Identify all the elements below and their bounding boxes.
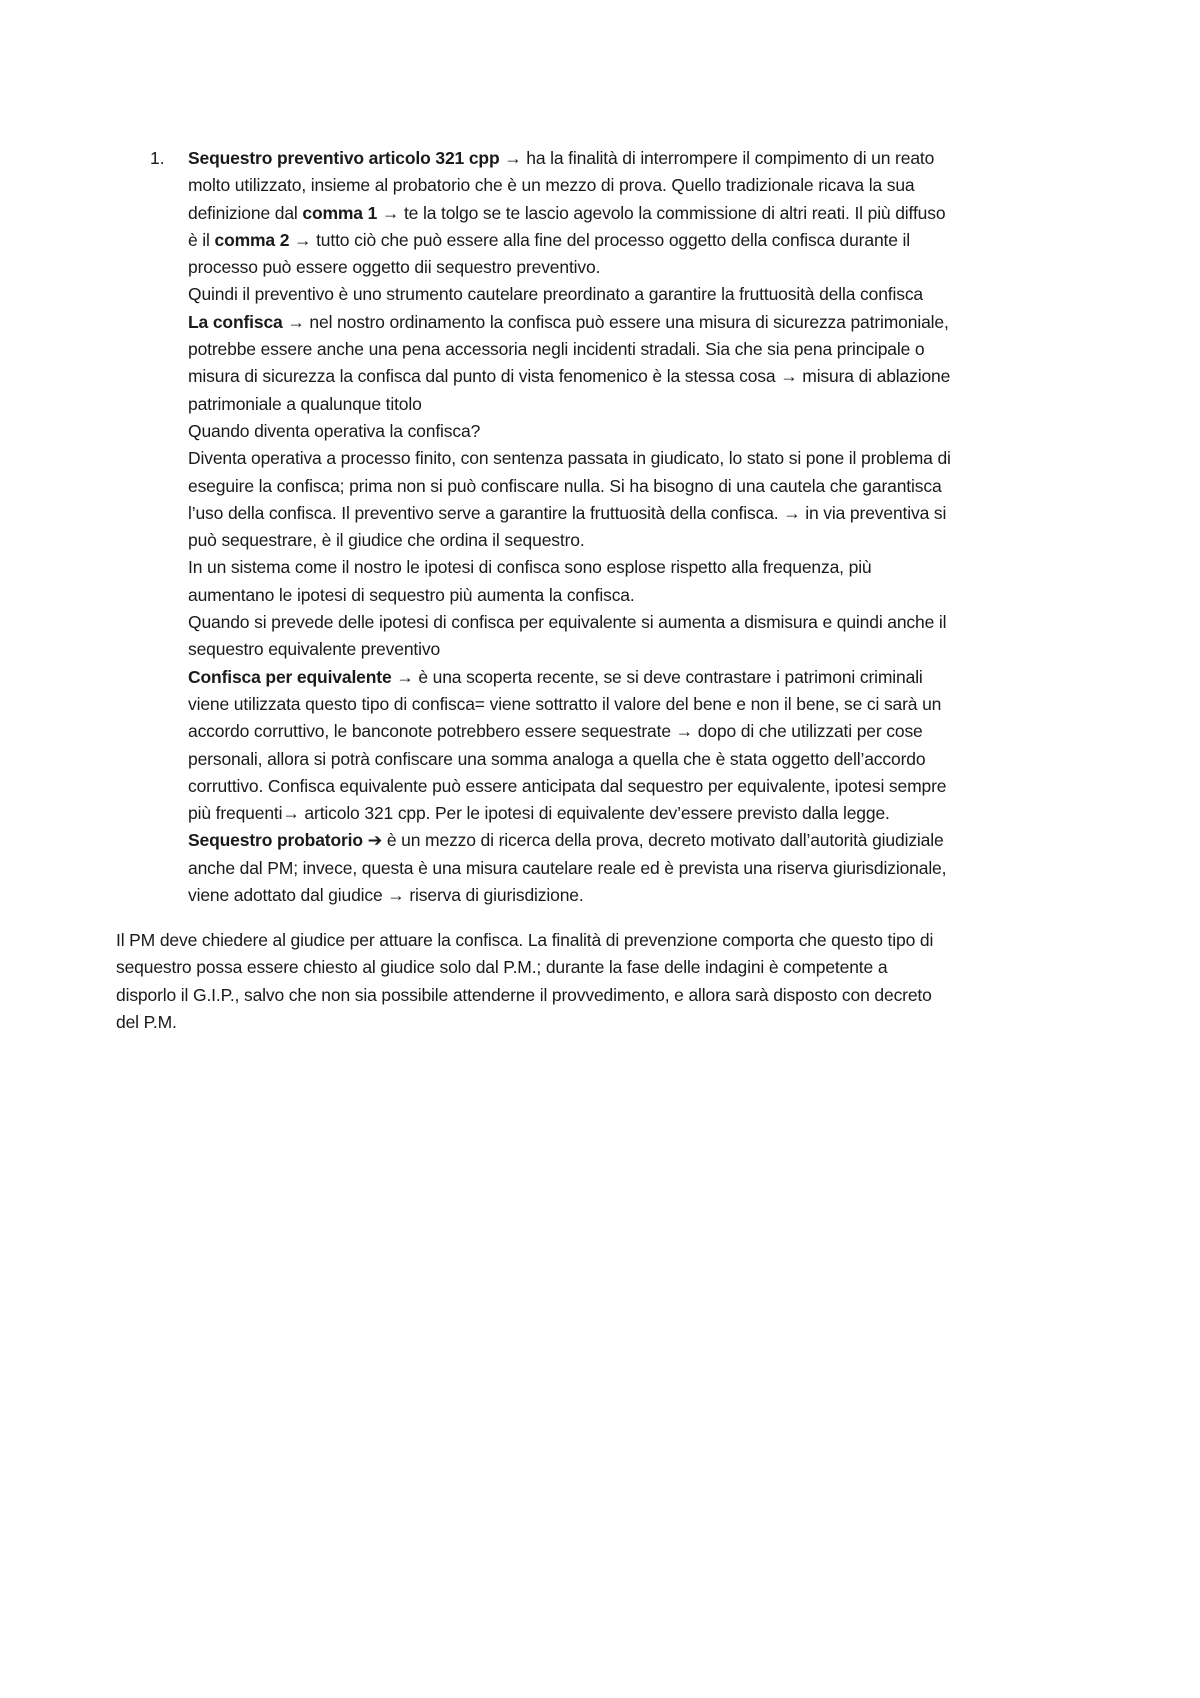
text-run: anche dal PM; invece, questa è una misura cautelare reale ed è prevista una riserva giurisdizionale,	[188, 857, 947, 878]
text-line	[188, 609, 1200, 636]
text-run: viene utilizzata questo tipo di confisca= viene sottratto il valore del bene e non il bene, se ci sarà un	[188, 693, 942, 714]
text-run: viene adottato dal giudice → riserva di giurisdizione.	[188, 885, 584, 906]
text-line	[188, 664, 1200, 691]
text-line	[188, 445, 1200, 472]
text-line	[188, 254, 1200, 281]
text-run: potrebbe essere anche una pena accessoria negli incidenti stradali. Sia che sia pena principale o	[188, 339, 925, 360]
bold-text: comma 1	[302, 202, 378, 223]
text-run: → te la tolgo se te lascio agevolo la commissione di altri reati. Il più diffuso	[377, 202, 946, 223]
text-line	[188, 500, 1200, 527]
text-line	[188, 554, 1200, 581]
text-line	[116, 954, 1116, 981]
text-run: Diventa operativa a processo finito, con sentenza passata in giudicato, lo stato si pone il problema di	[188, 448, 951, 469]
text-run: definizione dal	[188, 202, 303, 223]
text-run: può sequestrare, è il giudice che ordina il sequestro.	[188, 530, 585, 551]
text-run: eseguire la confisca; prima non si può confiscare nulla. Si ha bisogno di una cautela che garantisca	[188, 475, 942, 496]
bold-text: ➔	[362, 830, 383, 851]
text-line	[188, 582, 1200, 609]
bold-text: Sequestro preventivo articolo 321 cpp	[188, 148, 500, 168]
text-line	[188, 636, 1200, 663]
text-line	[188, 363, 1200, 390]
bold-text: Confisca per equivalente	[188, 666, 392, 687]
text-run: In un sistema come il nostro le ipotesi di confisca sono esplose rispetto alla frequenza, più	[188, 557, 872, 578]
text-line	[188, 882, 1200, 909]
text-line	[188, 773, 1200, 800]
text-run: processo può essere oggetto dii sequestro preventivo.	[188, 257, 601, 278]
text-run: più frequenti→ articolo 321 cpp. Per le ipotesi di equivalente dev’essere previsto dalla legge.	[188, 803, 890, 824]
text-run: → nel nostro ordinamento la confisca può essere una misura di sicurezza patrimoniale,	[282, 311, 949, 332]
text-run: → tutto ciò che può essere alla fine del processo oggetto della confisca durante il	[289, 229, 911, 250]
text-run: aumentano le ipotesi di sequestro più aumenta la confisca.	[188, 584, 635, 605]
text-line	[188, 827, 1200, 854]
text-line	[188, 172, 1200, 199]
text-line	[188, 281, 1200, 308]
text-line	[188, 473, 1200, 500]
text-run: sequestro possa essere chiesto al giudice solo dal P.M.; durante la fase delle indagini è competente a	[116, 957, 888, 978]
text-run: sequestro equivalente preventivo	[188, 639, 441, 660]
text-line	[188, 309, 1200, 336]
text-run: patrimoniale a qualunque titolo	[188, 393, 422, 414]
text-run: Quando si prevede delle ipotesi di confisca per equivalente si aumenta a dismisura e quindi anche il	[188, 612, 947, 633]
text-run: è il	[188, 229, 215, 250]
text-line	[188, 227, 1200, 254]
text-line	[188, 527, 1200, 554]
list-item-text	[188, 145, 1200, 909]
text-line	[188, 200, 1200, 227]
text-line	[116, 982, 1116, 1009]
text-line	[116, 927, 1116, 954]
text-run: Il PM deve chiedere al giudice per attuare la confisca. La finalità di prevenzione comporta che questo tipo di	[116, 930, 934, 950]
text-line	[188, 855, 1200, 882]
text-line	[188, 336, 1200, 363]
text-run: l’uso della confisca. Il preventivo serve a garantire la fruttuosità della confisca. → in via preventiva si	[188, 502, 947, 523]
text-line	[188, 418, 1200, 445]
text-run: personali, allora si potrà confiscare una somma analoga a quella che è stata oggetto dell’accordo	[188, 748, 926, 769]
text-line	[188, 746, 1200, 773]
text-run: disporlo il G.I.P., salvo che non sia possibile attenderne il provvedimento, e allora sarà disposto con decreto	[116, 984, 932, 1005]
text-run: del P.M.	[116, 1011, 177, 1032]
text-line	[116, 1009, 1116, 1036]
bold-text: comma 2	[214, 229, 290, 250]
text-run: → ha la finalità di interrompere il compimento di un reato	[499, 148, 935, 168]
text-run: misura di sicurezza la confisca dal punto di vista fenomenico è la stessa cosa → misura di ablazione	[188, 366, 951, 387]
text-line	[188, 145, 1200, 172]
closing-paragraph	[116, 927, 1116, 1036]
text-line	[188, 718, 1200, 745]
list-number: 1.	[150, 148, 165, 168]
text-line	[188, 691, 1200, 718]
text-run: è un mezzo di ricerca della prova, decreto motivato dall’autorità giudiziale	[382, 830, 944, 851]
bold-text: Sequestro probatorio	[188, 830, 363, 851]
text-run: Quando diventa operativa la confisca?	[188, 420, 481, 441]
text-run: corruttivo. Confisca equivalente può essere anticipata dal sequestro per equivalente, ipotesi sempre	[188, 775, 947, 796]
text-run: → è una scoperta recente, se si deve contrastare i patrimoni criminali	[391, 666, 923, 687]
text-run: Quindi il preventivo è uno strumento cautelare preordinato a garantire la fruttuosità della confisca	[188, 284, 924, 305]
text-run: molto utilizzato, insieme al probatorio che è un mezzo di prova. Quello tradizionale ricava la sua	[188, 175, 915, 196]
text-line	[188, 800, 1200, 827]
text-run: accordo corruttivo, le banconote potrebbero essere sequestrate → dopo di che utilizzati per cose	[188, 721, 923, 742]
text-line	[188, 391, 1200, 418]
bold-text: La confisca	[188, 311, 283, 332]
